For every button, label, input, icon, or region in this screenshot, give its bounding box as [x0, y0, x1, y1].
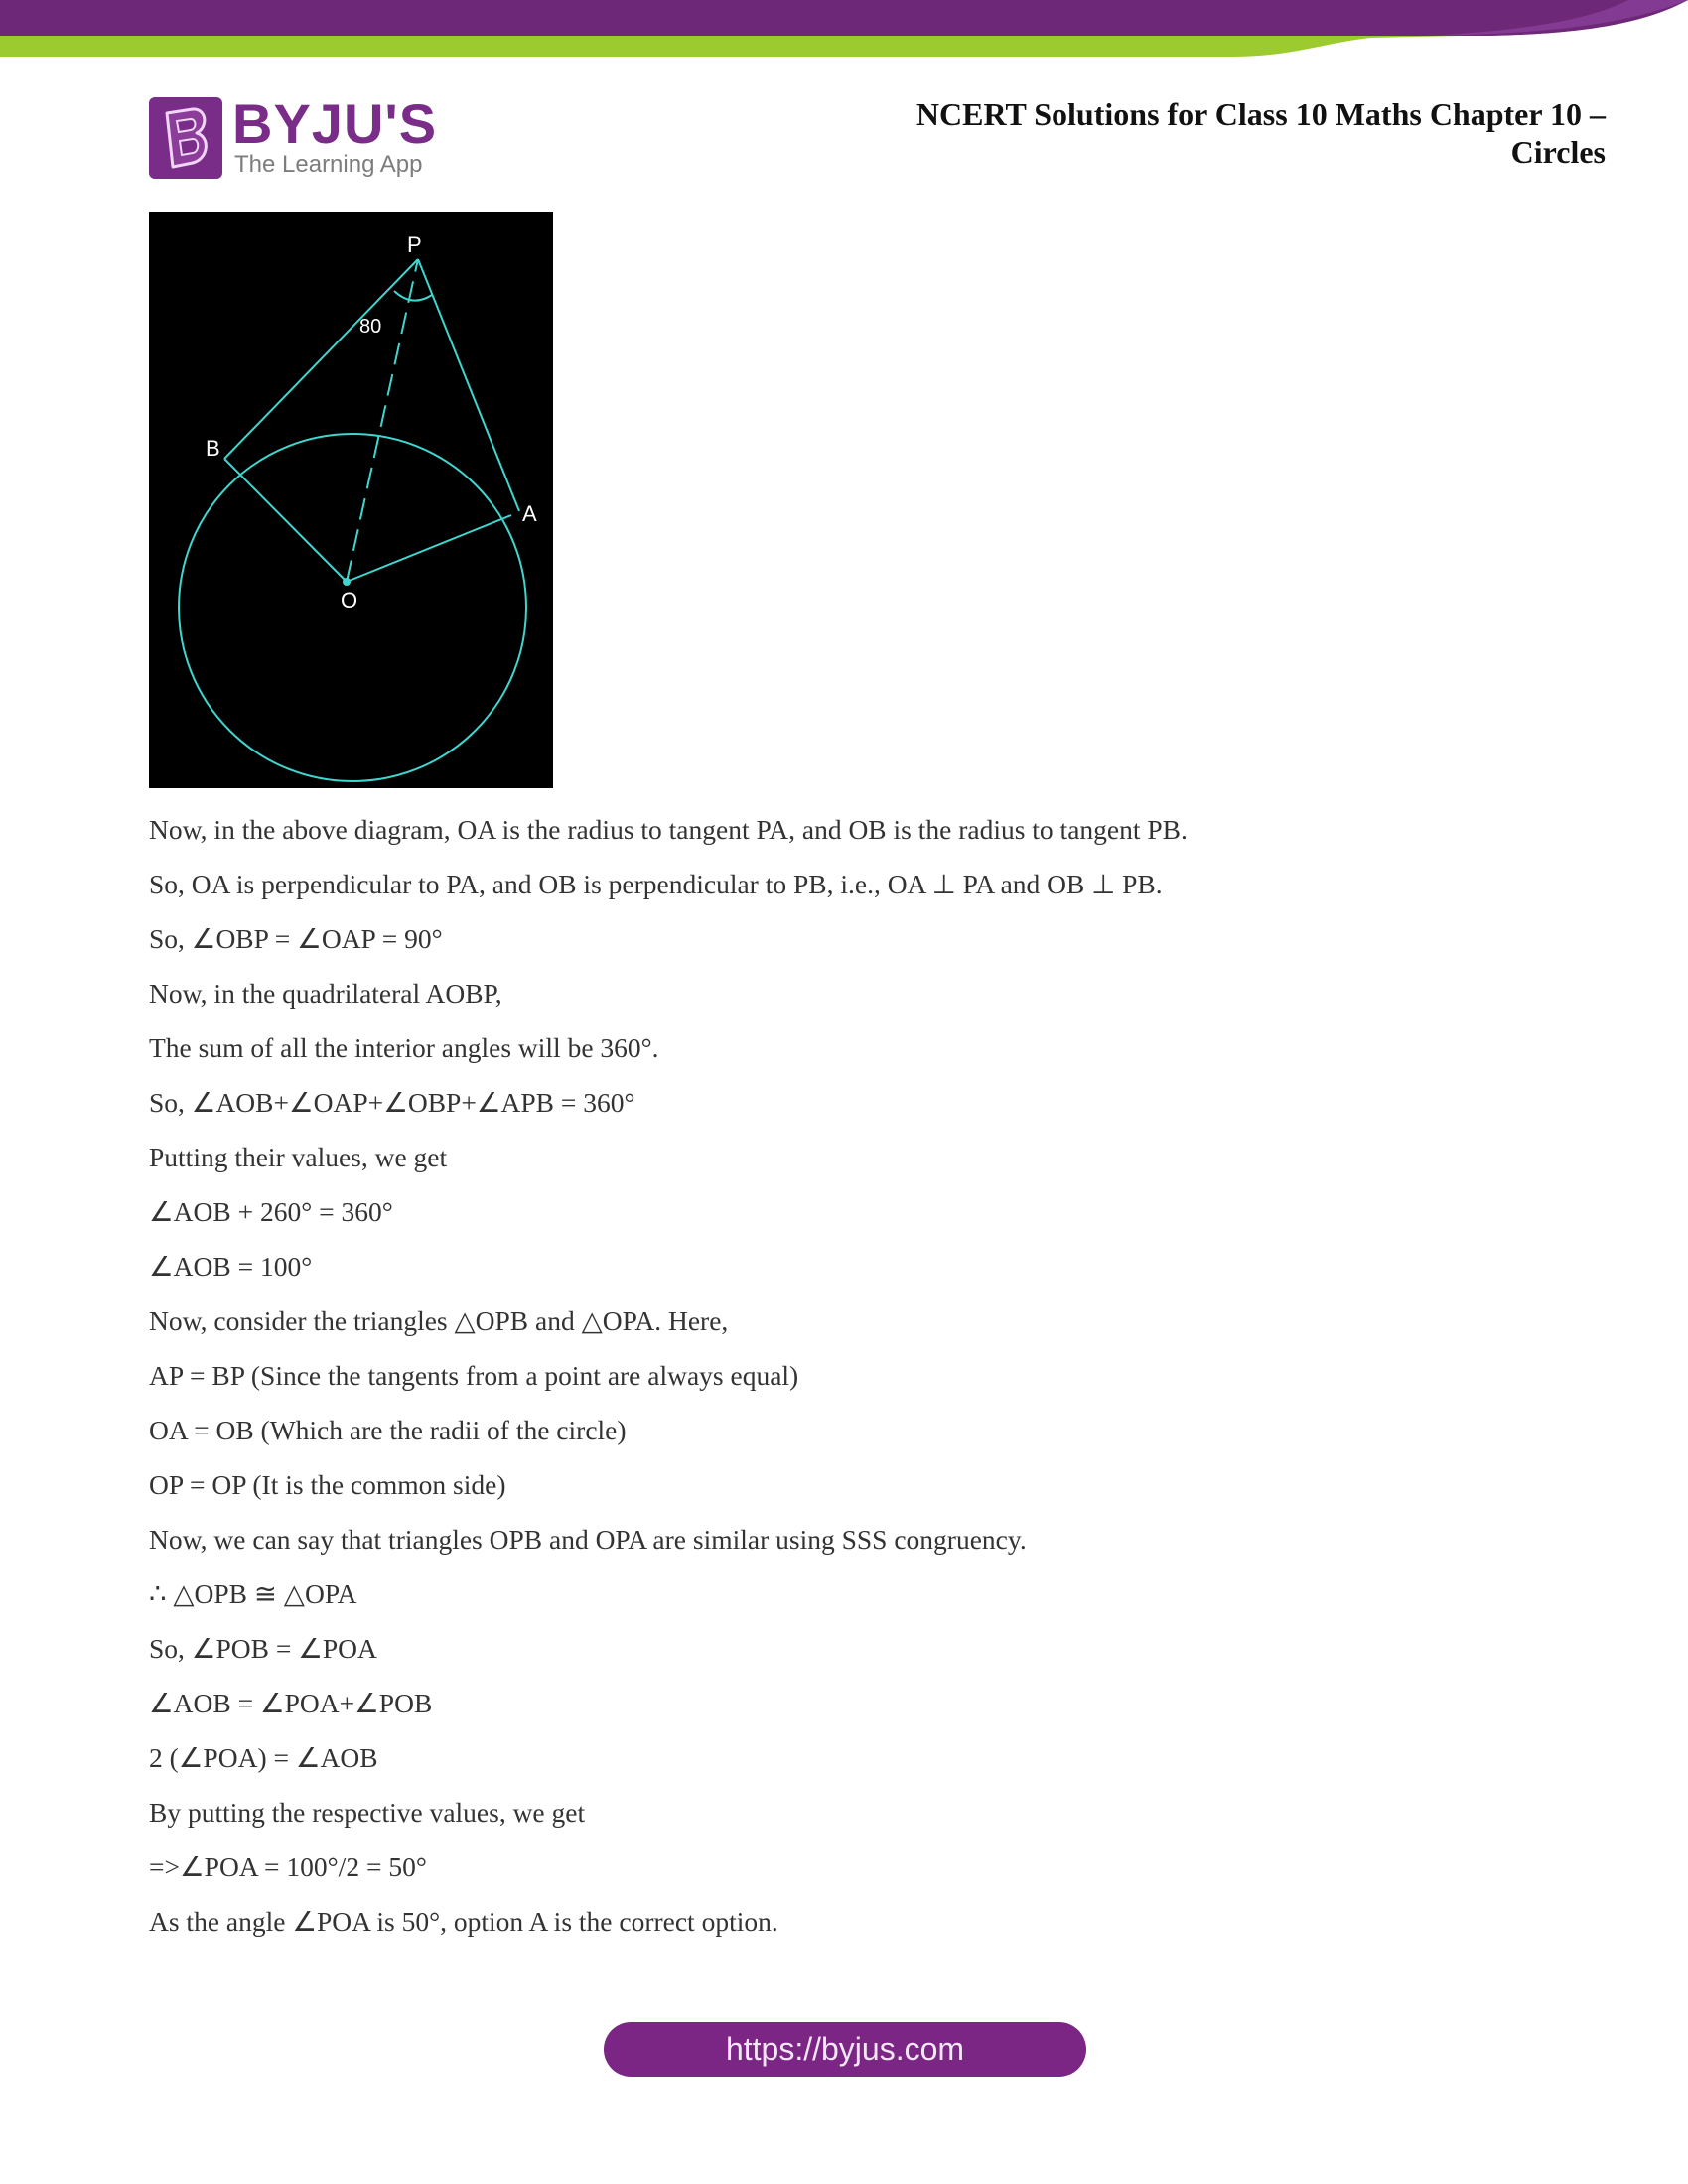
label-o: O	[341, 588, 358, 613]
angle-arc	[394, 291, 432, 301]
text-line: ∠AOB + 260° = 360°	[149, 1196, 393, 1227]
text-line: ∠AOB = ∠POA+∠POB	[149, 1688, 433, 1718]
text-line: OP = OP (It is the common side)	[149, 1469, 506, 1500]
text-line: 2 (∠POA) = ∠AOB	[149, 1742, 378, 1773]
text-line: Now, consider the triangles △OPB and △OPA. Here,	[149, 1305, 729, 1336]
label-a: A	[522, 501, 537, 526]
radius-ob	[224, 459, 347, 582]
text-line: Now, in the quadrilateral AOBP,	[149, 978, 502, 1009]
text-line: So, ∠OBP = ∠OAP = 90°	[149, 923, 443, 954]
radius-oa	[347, 515, 511, 582]
tangent-pa	[418, 259, 519, 511]
page-title	[916, 95, 1606, 171]
text-line: AP = BP (Since the tangents from a point are always equal)	[149, 1360, 799, 1391]
byjus-logo[interactable]	[149, 92, 438, 183]
label-angle: 80	[359, 316, 382, 338]
label-p: P	[407, 232, 422, 257]
logo-wordmark: BYJU'S	[232, 92, 438, 155]
header-band	[0, 0, 1688, 64]
center-point	[343, 578, 351, 586]
solution-text	[149, 802, 1539, 1949]
text-line: OA = OB (Which are the radii of the circle)	[149, 1415, 627, 1445]
text-line: So, ∠POB = ∠POA	[149, 1633, 377, 1664]
segment-op	[347, 259, 418, 582]
logo-b-icon	[149, 97, 222, 179]
text-line: =>∠POA = 100°/2 = 50°	[149, 1851, 427, 1882]
logo-tagline: The Learning App	[234, 151, 423, 178]
text-line: By putting the respective values, we get	[149, 1797, 586, 1828]
text-line: The sum of all the interior angles will be 360°.	[149, 1032, 659, 1063]
page-title-line1: NCERT Solutions for Class 10 Maths Chapter 10 –	[915, 96, 1606, 132]
label-b: B	[206, 436, 220, 461]
text-line: Now, we can say that triangles OPB and OPA are similar using SSS congruency.	[149, 1524, 1027, 1555]
text-line: So, ∠AOB+∠OAP+∠OBP+∠APB = 360°	[149, 1087, 635, 1118]
tangent-circle-diagram	[149, 212, 553, 788]
page-title-line2: Circles	[1510, 134, 1606, 170]
text-line: So, OA is perpendicular to PA, and OB is perpendicular to PB, i.e., OA ⊥ PA and OB ⊥ PB.	[149, 869, 1163, 899]
text-line: Putting their values, we get	[149, 1142, 448, 1172]
text-line: ∠AOB = 100°	[149, 1251, 313, 1282]
text-line: As the angle ∠POA is 50°, option A is the correct option.	[149, 1906, 778, 1937]
tangent-pb	[224, 259, 418, 459]
text-line: ∴ △OPB ≅ △OPA	[149, 1578, 357, 1609]
text-line: Now, in the above diagram, OA is the radius to tangent PA, and OB is the radius to tangent PB.	[149, 814, 1188, 845]
footer-url-link[interactable]: https://byjus.com	[604, 2022, 1086, 2077]
